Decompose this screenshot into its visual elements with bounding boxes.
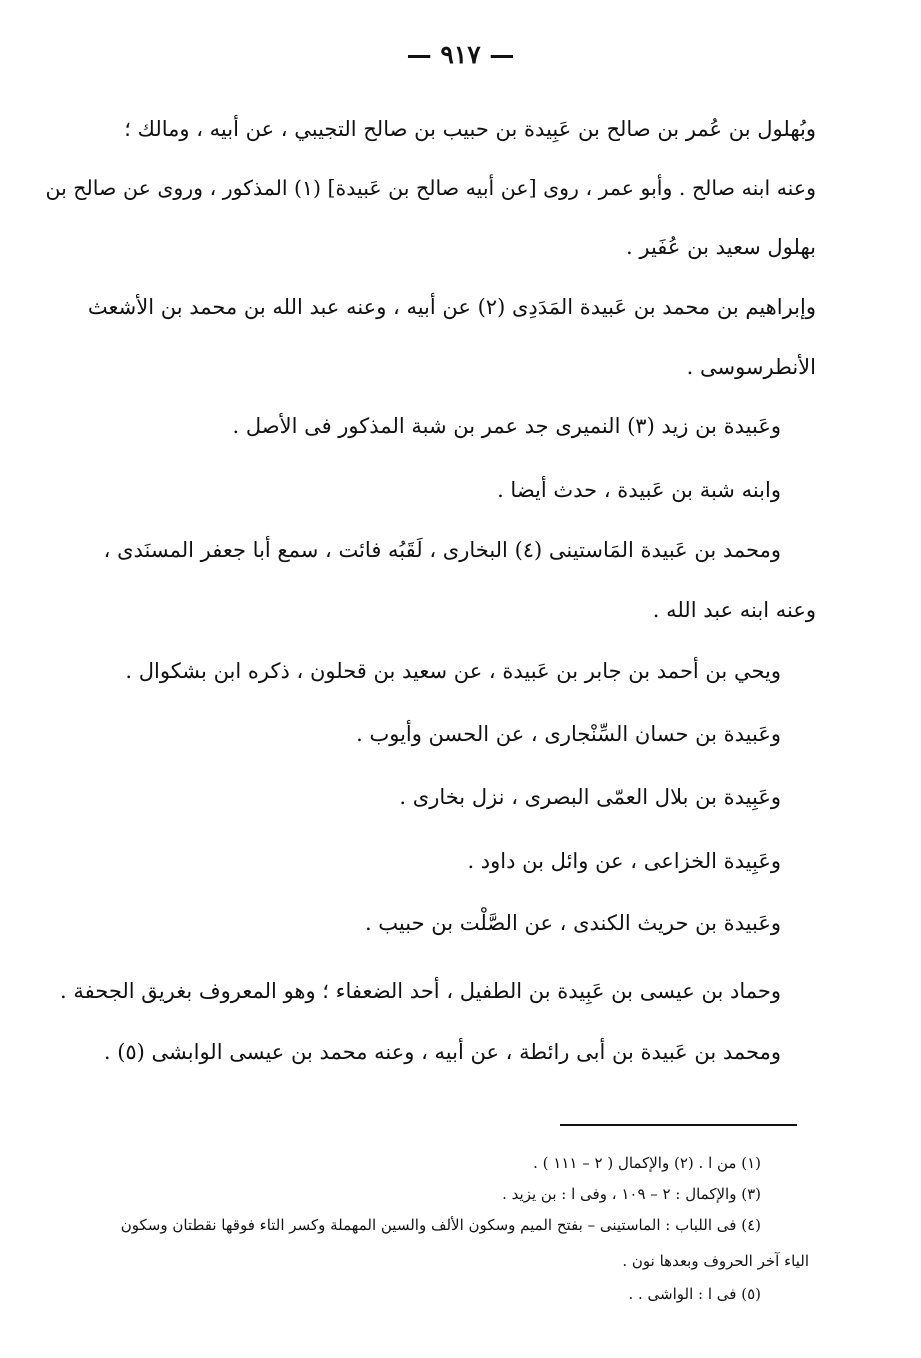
- footnote-line: (٤) فى اللباب : الماستينى – بفتح الميم وسكون الألف والسين المهملة وكسر التاء فوقها نقطتان وسكون: [120, 1216, 761, 1234]
- footnote-line: (٣) والإكمال : ٢ – ١٠٩ ، وفى ا : بن يزيد .: [502, 1185, 761, 1203]
- body-line: وعَبيدة بن حسان السِّنْجارى ، عن الحسن وأيوب .: [356, 722, 781, 746]
- body-line: وعنه ابنه صالح . وأبو عمر ، روى [عن أبيه صالح بن عَبيدة] (١) المذكور ، وروى عن صالح بن: [45, 176, 816, 200]
- body-line: وابنه شبة بن عَبيدة ، حدث أيضا .: [497, 478, 781, 502]
- footnote-line: الياء آخر الحروف وبعدها نون .: [622, 1252, 809, 1270]
- footnote-divider: [560, 1124, 797, 1126]
- page-number: — ٩١٧ —: [406, 40, 515, 69]
- body-line: وإبراهيم بن محمد بن عَبيدة المَدَدِى (٢) عن أبيه ، وعنه عبد الله بن محمد بن الأشعث: [87, 295, 816, 319]
- body-line: وعَبيدة بن حريث الكندى ، عن الصَّلْت بن حبيب .: [364, 911, 781, 935]
- footnote-line: (٥) فى ا : الواشى . .: [628, 1285, 761, 1303]
- footnote-line: (١) من ا . (٢) والإكمال ( ٢ – ١١١ ) .: [533, 1154, 761, 1172]
- body-line: ومحمد بن عَبيدة المَاستينى (٤) البخارى ، لَقَبُه فائت ، سمع أبا جعفر المسنَدى ،: [103, 538, 781, 562]
- body-line: ومحمد بن عَبيدة بن أبى رائطة ، عن أبيه ، وعنه محمد بن عيسى الوابشى (٥) .: [103, 1040, 781, 1064]
- body-line: وعنه ابنه عبد الله .: [652, 598, 816, 622]
- body-line: وبُهلول بن عُمر بن صالح بن عَبِيدة بن حبيب بن صالح التجيبي ، عن أبيه ، ومالك ؛: [124, 117, 816, 141]
- body-line: وعَبيدة بن زيد (٣) النميرى جد عمر بن شبة المذكور فى الأصل .: [232, 414, 781, 438]
- body-line: الأنطرسوسى .: [686, 355, 816, 379]
- body-line: ويحي بن أحمد بن جابر بن عَبيدة ، عن سعيد بن قحلون ، ذكره ابن بشكوال .: [125, 659, 781, 683]
- body-line: وعَبِيدة الخزاعى ، عن وائل بن داود .: [467, 849, 781, 873]
- body-line: وعَبِيدة بن بلال العمّى البصرى ، نزل بخارى .: [399, 785, 781, 809]
- body-line: بهلول سعيد بن عُفَير .: [626, 235, 816, 259]
- body-line: وحماد بن عيسى بن عَبِيدة بن الطفيل ، أحد الضعفاء ؛ وهو المعروف بغريق الجحفة .: [60, 979, 781, 1003]
